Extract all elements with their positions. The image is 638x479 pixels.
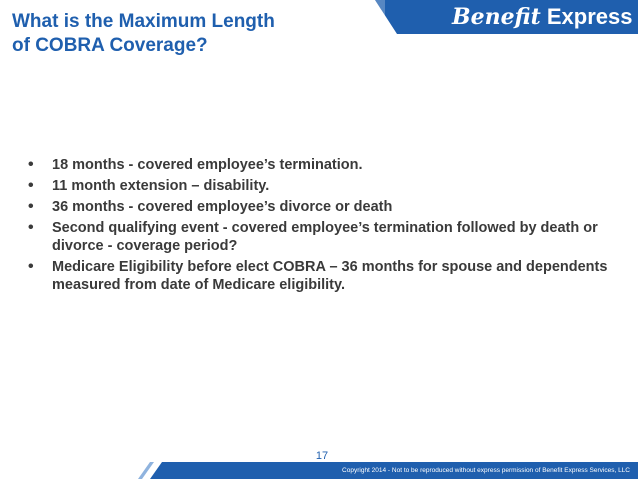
- bullet-item: [28, 156, 608, 174]
- copyright-notice: Copyright 2014 - Not to be reproduced without express permission of Benefit Express Services, LLC: [342, 467, 630, 474]
- bullet-item: [28, 198, 608, 216]
- bullet-text: 11 month extension – disability.: [52, 178, 270, 194]
- bullet-dot: •: [28, 219, 34, 236]
- bullet-text: 36 months - covered employee’s divorce or death: [52, 199, 393, 215]
- bullet-dot: •: [28, 198, 34, 215]
- bullet-dot: •: [28, 258, 34, 275]
- bullet-text: Medicare Eligibility before elect COBRA – 36 months for spouse and dependents measured from date of Medicare eligibility.: [52, 259, 608, 293]
- bullet-text: 18 months - covered employee’s termination.: [52, 157, 363, 173]
- bullet-item: [28, 219, 608, 255]
- bullet-list: [28, 156, 608, 297]
- bullet-text: Second qualifying event - covered employee’s termination followed by death or divorce - coverage period?: [52, 220, 598, 254]
- slide-title: [12, 10, 372, 58]
- slide-title-line1: What is the Maximum Length: [12, 11, 275, 32]
- bullet-dot: •: [28, 177, 34, 194]
- page-number: 17: [315, 450, 329, 462]
- brand-logo-part1: Benefit: [452, 4, 541, 30]
- footer-accent-stripe: [138, 462, 154, 479]
- bullet-item: [28, 258, 608, 294]
- bullet-dot: •: [28, 156, 34, 173]
- slide-title-line2: of COBRA Coverage?: [12, 35, 208, 56]
- bullet-item: [28, 177, 608, 195]
- brand-logo-part2: Express: [546, 4, 633, 29]
- brand-logo: [452, 3, 632, 31]
